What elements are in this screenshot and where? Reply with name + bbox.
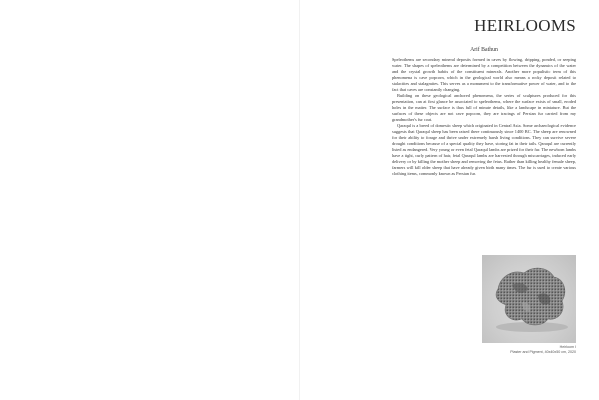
caption-details: Plaster and Pigment, 40x40x50 cm, 2020 xyxy=(510,349,576,354)
caption-title: Heirloom I xyxy=(559,345,576,349)
paragraph-3: Qaraqul is a breed of domestic sheep which originated in Central Asia. Some archaeological evidence suggests that Qaraqul sheep has been raised there continuously since 1400 BC. The sheep are renowned for their ability to forage and thrive under extremely harsh living conditions. They can survive severe drought conditions because of a special quality they have, storing fat in their tails. Qaraqul are currently listed as endangered. Very young or even fetal Qaraqul lambs are prized for their fur. The newborn lambs have a tight, curly pattern of hair, fetal Qaraqul lambs are harvested through miscarriages, induced early delivery or by killing the mother sheep and removing the fetus. Rather than killing healthy female sheep, farmers will kill older sheep that have already given birth many times. The fur is used to create various clothing items, commonly known as Persian fur. xyxy=(392,123,576,176)
paragraph-2: Building on these geological anchored phenomena, the series of sculptures produced for this presentation, can at first glance be associated to speleothems, where the surface exists of small, eroded holes in the matter. The surface is thus full of minute details, like a landscape in miniature. But the surfaces of these objects are not cave popcorn, they are tracings of Persian fur carried from my grandmother's fur coat. xyxy=(392,93,576,122)
paragraph-1: Speleothems are secondary mineral deposits formed in caves by flowing, dripping, ponded, or seeping water. The shapes of speleothems are determined by a competition between the dynamics of the water and the crystal growth habits of the constituent minerals. Another more populistic term of this phenomena is cave popcorn, which in the geological world also means a rocky deposit related to stalactites and stalagmites. This serves as a monument to the transformative power of water, and to the fact that caves are constantly changing. xyxy=(392,57,576,92)
author-name: Arif Bathun xyxy=(470,47,498,53)
page-gutter xyxy=(299,0,300,400)
artwork-caption xyxy=(482,345,576,355)
sculpture-photo xyxy=(482,255,576,343)
page-title: HEIRLOOMS xyxy=(474,16,576,35)
body-text xyxy=(392,57,576,177)
